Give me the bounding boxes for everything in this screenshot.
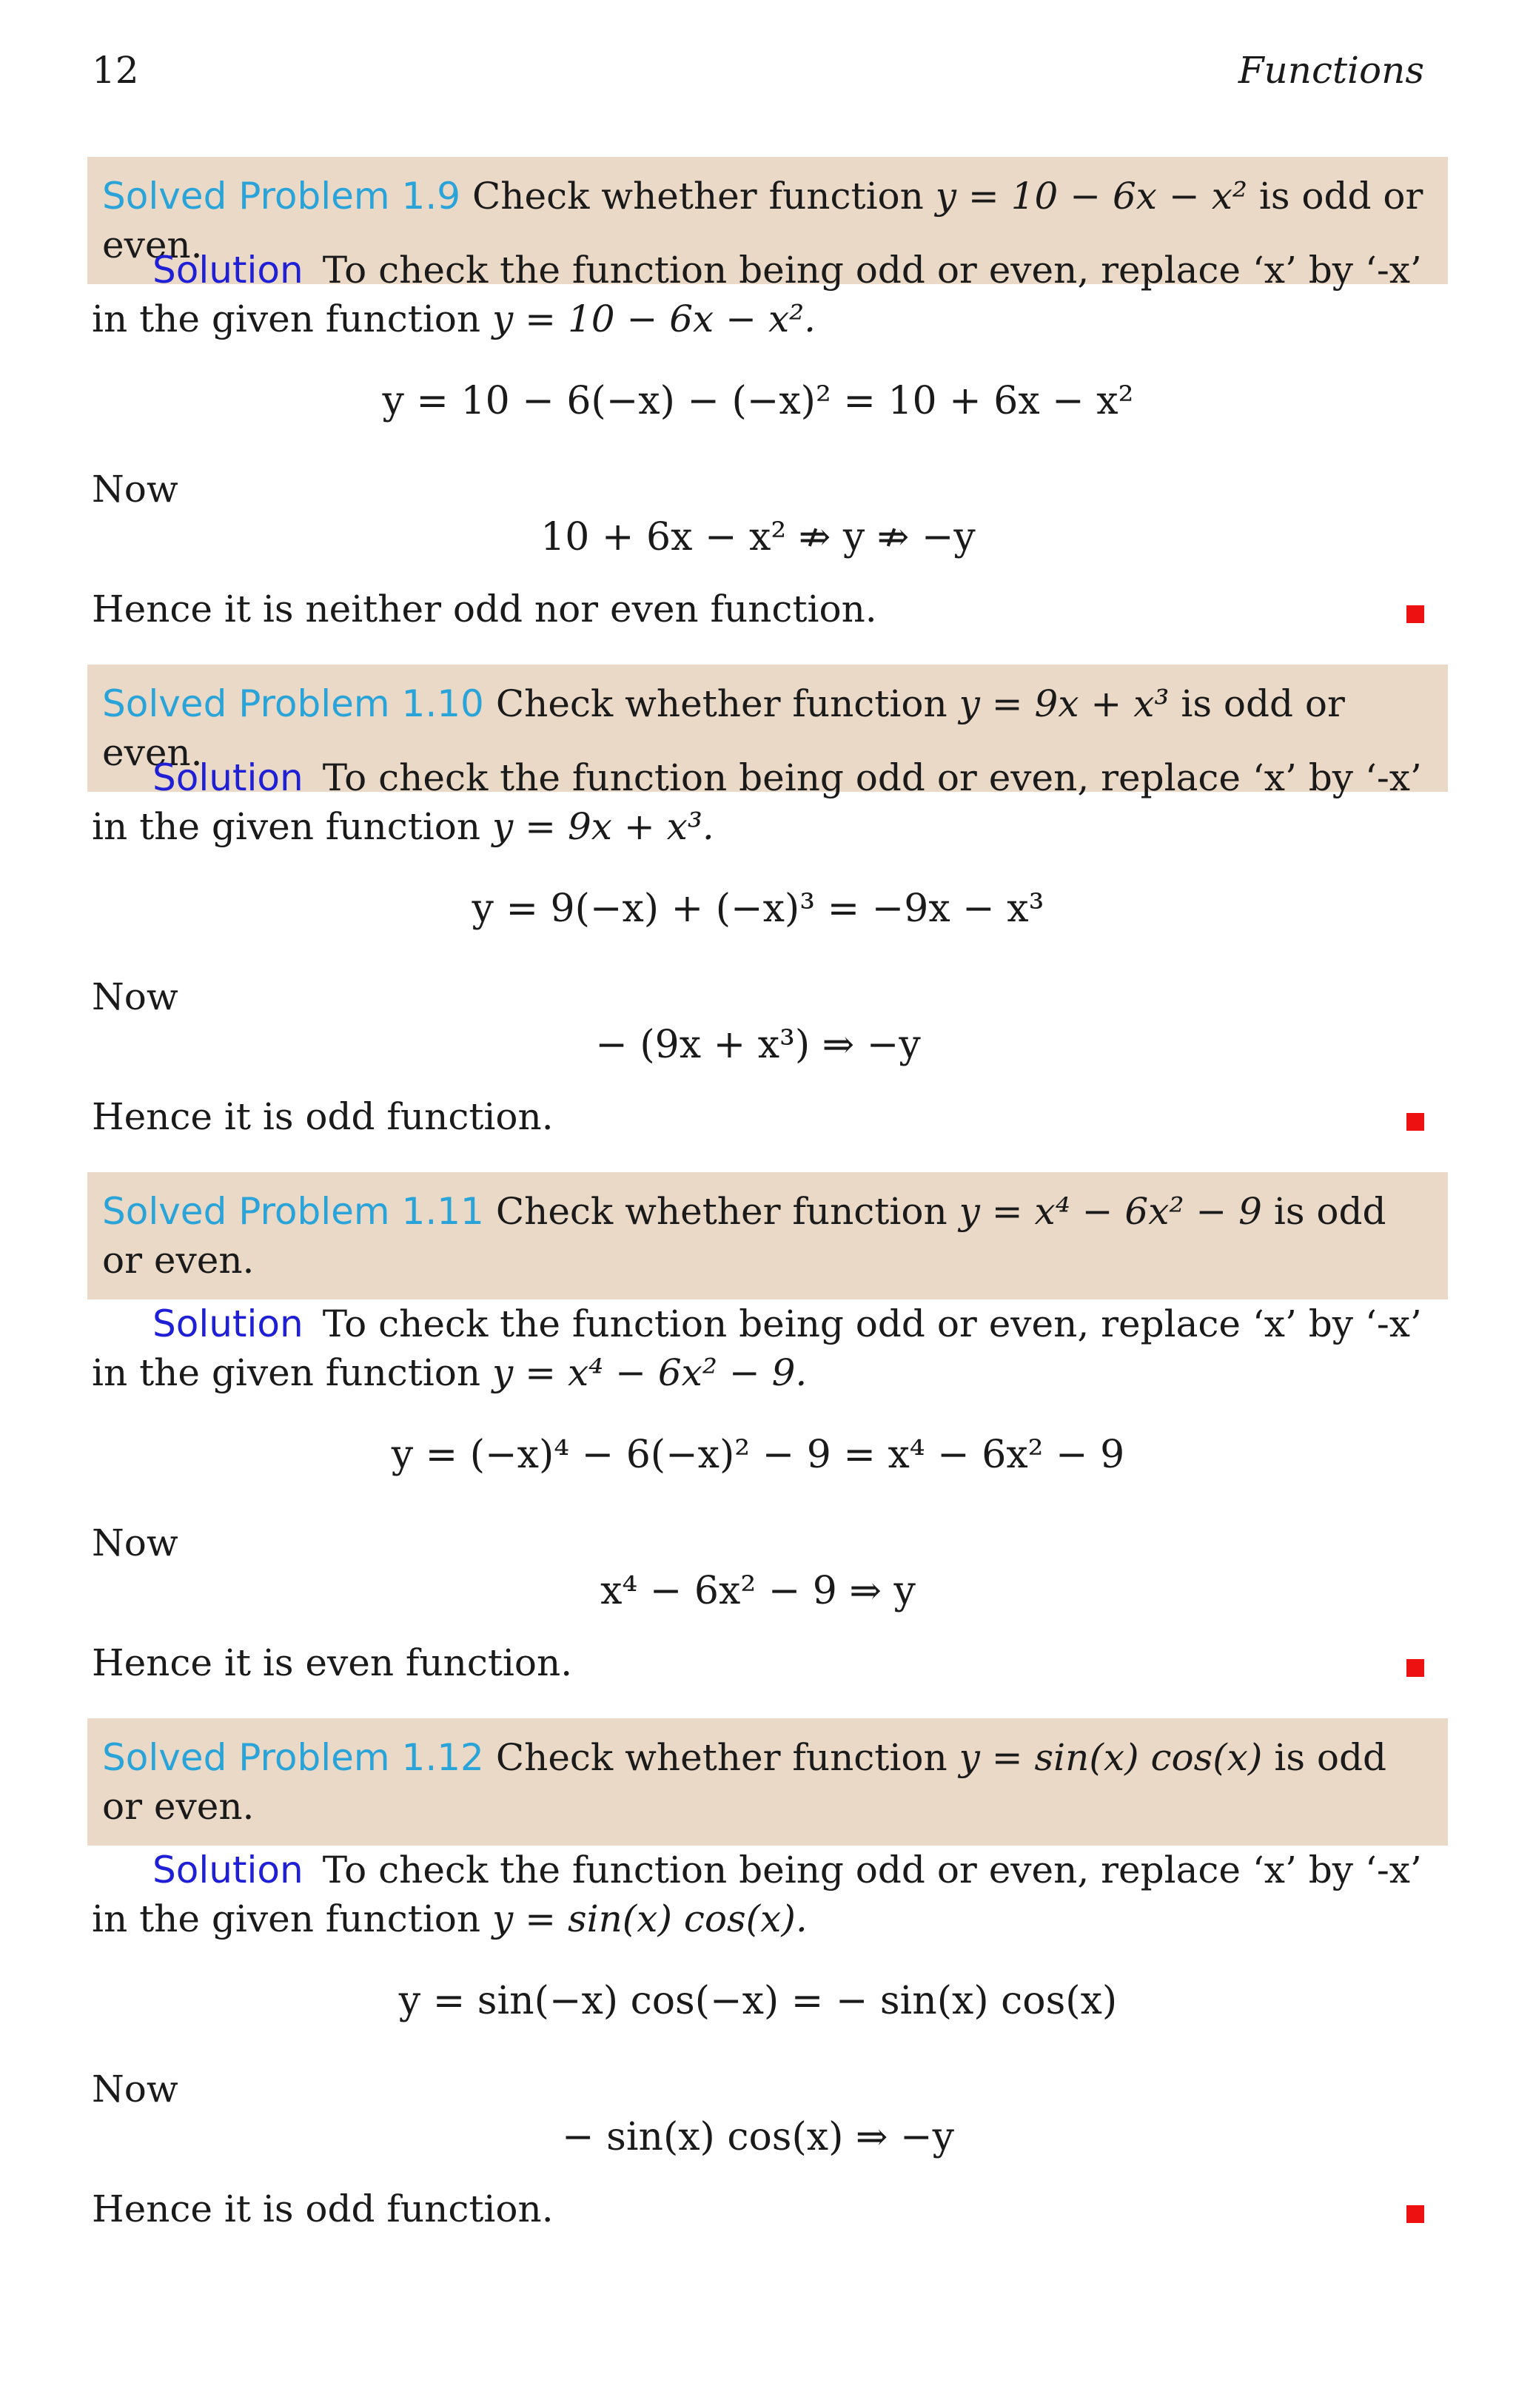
conclusion: Hence it is neither odd nor even function. <box>92 588 877 630</box>
page-number: 12 <box>92 49 139 92</box>
solution-text: To check the function being odd or even, replace ‘x’ by ‘-x’ in the given function <box>92 756 1422 848</box>
solution-label: Solution <box>152 1849 303 1891</box>
problem-statement-pre: Check whether function <box>495 1736 959 1779</box>
conclusion: Hence it is odd function. <box>92 2187 554 2230</box>
problem-statement-pre: Check whether function <box>472 175 936 218</box>
solution-function: y = x⁴ − 6x² − 9. <box>492 1351 808 1394</box>
problem-statement-post: is odd or even. <box>102 175 1423 266</box>
display-equation: y = 10 − 6(−x) − (−x)² = 10 + 6x − x² <box>382 379 1134 423</box>
solution-paragraph-1-9 <box>92 246 1424 343</box>
display-equation: y = sin(−x) cos(−x) = − sin(x) cos(x) <box>398 1979 1118 2023</box>
now-label: Now <box>92 468 178 511</box>
solution-label: Solution <box>152 1302 303 1345</box>
problem-function: y = 10 − 6x − x² <box>935 175 1247 218</box>
now-label: Now <box>92 1521 178 1564</box>
problem-statement-post: is odd or even. <box>102 1190 1386 1282</box>
problem-statement-post: is odd or even. <box>102 682 1345 774</box>
problem-label: Solved Problem 1.11 <box>102 1190 484 1233</box>
problem-label: Solved Problem 1.10 <box>102 682 484 725</box>
now-label: Now <box>92 2068 178 2111</box>
now-equation: − (9x + x³) ⇒ −y <box>595 1023 921 1067</box>
solution-paragraph-1-12 <box>92 1846 1424 1943</box>
problem-statement-pre: Check whether function <box>495 1190 959 1233</box>
qed-mark <box>1406 605 1424 623</box>
display-equation: y = 9(−x) + (−x)³ = −9x − x³ <box>472 887 1044 931</box>
solution-paragraph-1-11 <box>92 1299 1424 1397</box>
now-equation: x⁴ − 6x² − 9 ⇒ y <box>600 1569 916 1613</box>
qed-mark <box>1406 1659 1424 1677</box>
problem-statement-post: is odd or even. <box>102 1736 1387 1828</box>
problem-function: y = 9x + x³ <box>959 682 1170 725</box>
solution-text: To check the function being odd or even, replace ‘x’ by ‘-x’ in the given function <box>92 1849 1422 1940</box>
running-title: Functions <box>1238 49 1424 92</box>
problem-function: y = x⁴ − 6x² − 9 <box>959 1190 1262 1233</box>
now-equation: 10 + 6x − x² ⇏ y ⇏ −y <box>540 515 976 559</box>
problem-label: Solved Problem 1.9 <box>102 175 461 218</box>
conclusion: Hence it is odd function. <box>92 1095 554 1138</box>
qed-mark <box>1406 2205 1424 2223</box>
page-header <box>92 43 1424 110</box>
solution-paragraph-1-10 <box>92 753 1424 851</box>
problem-box-1-11 <box>87 1172 1448 1299</box>
problem-function: y = sin(x) cos(x) <box>959 1736 1263 1779</box>
now-equation: − sin(x) cos(x) ⇒ −y <box>562 2115 954 2159</box>
qed-mark <box>1406 1113 1424 1131</box>
solution-label: Solution <box>152 249 303 292</box>
solution-text: To check the function being odd or even, replace ‘x’ by ‘-x’ in the given function <box>92 1302 1422 1394</box>
solution-function: y = 10 − 6x − x². <box>492 297 816 340</box>
problem-label: Solved Problem 1.12 <box>102 1736 484 1779</box>
solution-function: y = 9x + x³. <box>492 805 714 848</box>
solution-label: Solution <box>152 756 303 799</box>
conclusion: Hence it is even function. <box>92 1641 573 1684</box>
problem-statement-pre: Check whether function <box>495 682 959 725</box>
problem-box-1-12 <box>87 1718 1448 1846</box>
solution-function: y = sin(x) cos(x). <box>492 1897 808 1940</box>
display-equation: y = (−x)⁴ − 6(−x)² − 9 = x⁴ − 6x² − 9 <box>391 1433 1125 1477</box>
now-label: Now <box>92 975 178 1018</box>
solution-text: To check the function being odd or even, replace ‘x’ by ‘-x’ in the given function <box>92 249 1422 340</box>
